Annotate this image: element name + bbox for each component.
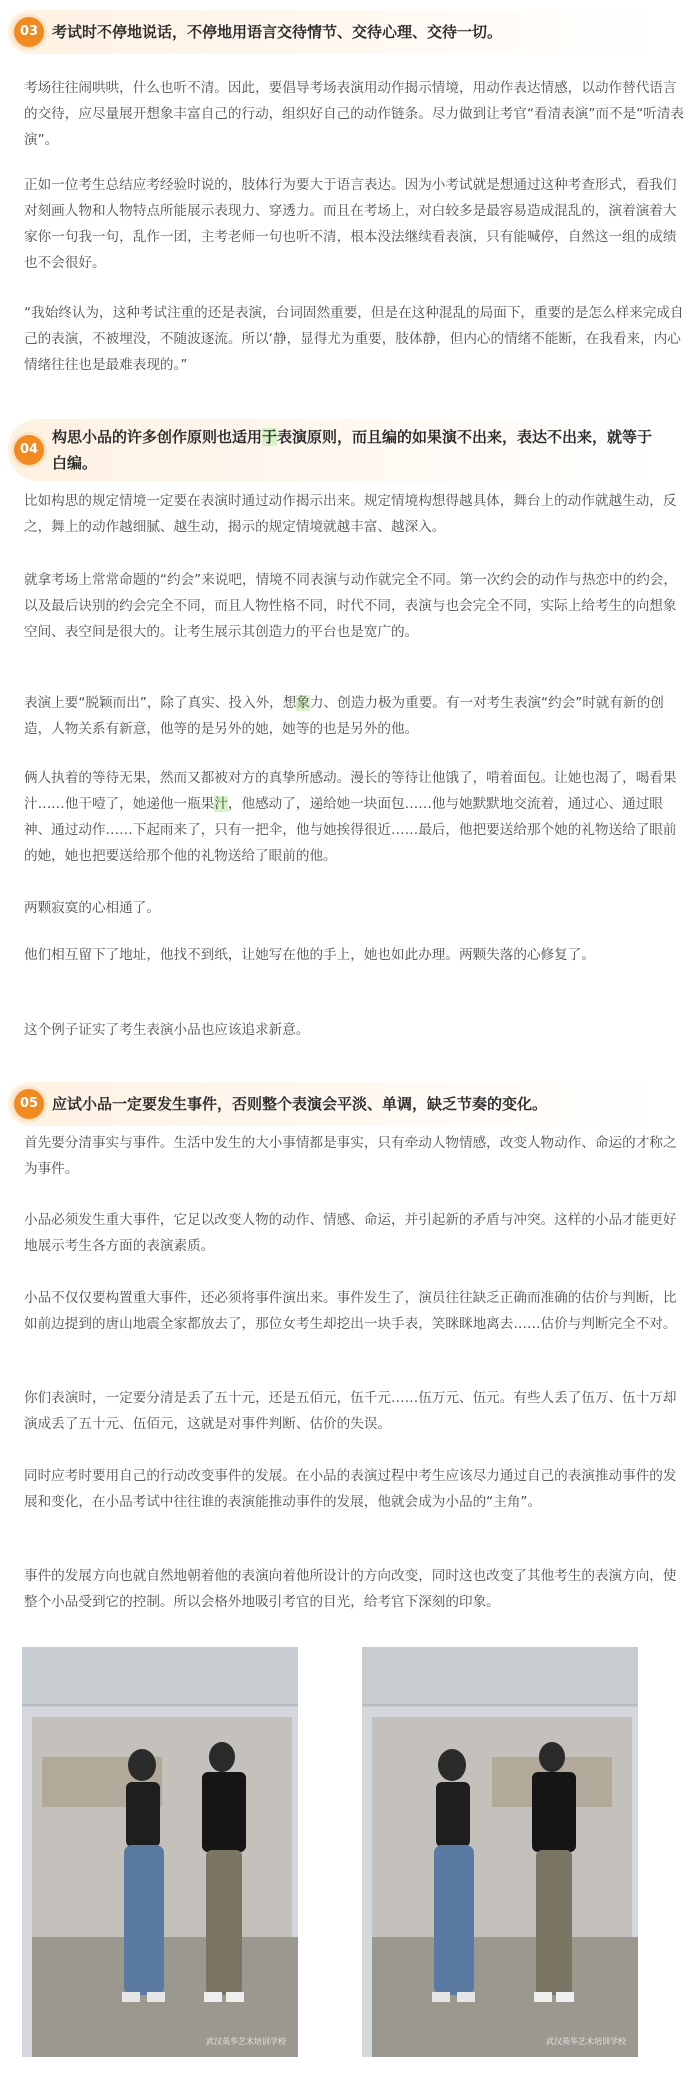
paragraph-text: 俩人执着的等待无果，然而又都被对方的真挚所感动。漫长的等待让他饿了，啃着面包。让她也渴了，喝看果汁……他干噎了，她递他一瓶果 bbox=[24, 770, 677, 812]
highlighted-text: 象 bbox=[296, 695, 310, 711]
section-number-badge: 03 bbox=[14, 17, 44, 47]
paragraph bbox=[24, 690, 686, 742]
paragraph-text: ，他感动了，递给她一块面包……他与她默默地交流着，通过心、通过眼神、通过动作……下起雨来了，只有一把伞，他与她挨得很近……最后，他把要送给那个她的礼物送给了眼前的她，她也把要送给那个他的礼物送给了眼前的他。 bbox=[24, 796, 677, 864]
paragraph: 你们表演时，一定要分清是丢了五十元，还是五佰元，伍千元……伍万元、伍元。有些人丢了伍万、伍十万却演成丢了五十元、伍佰元，这就是对事件判断、估价的失误。 bbox=[24, 1390, 677, 1432]
section-title-text: 构思小品的许多创作原则也适用 bbox=[52, 428, 263, 446]
paragraph: 这个例子证实了考生表演小品也应该追求新意。 bbox=[24, 1022, 310, 1038]
paragraph: 小品必须发生重大事件，它足以改变人物的动作、情感、命运，并引起新的矛盾与冲突。这样的小品才能更好地展示考生各方面的表演素质。 bbox=[24, 1212, 677, 1254]
paragraph-text: 表演上要“脱颖而出”，除了真实、投入外，想 bbox=[24, 695, 297, 711]
section-heading-05 bbox=[8, 1082, 666, 1126]
paragraph: 他们相互留下了地址，他找不到纸，让她写在他的手上，她也如此办理。两颗失落的心修复了。 bbox=[24, 947, 595, 963]
paragraph-text: 力、创造力极为重要。有一对考生表演“约会”时就有新的创造，人物关系有新意，他等的是另外的她，她等的也是另外的他。 bbox=[24, 695, 664, 737]
rehearsal-photo-image bbox=[22, 1647, 298, 2057]
paragraph: 比如构思的规定情境一定要在表演时通过动作揭示出来。规定情境构想得越具体，舞台上的动作就越生动，反之，舞上的动作越细腻、越生动，揭示的规定情境就越丰富、越深入。 bbox=[24, 493, 677, 535]
highlighted-text: 汁 bbox=[214, 796, 228, 812]
paragraph: 事件的发展方向也就自然地朝着他的表演向着他所设计的方向改变，同时这也改变了其他考生的表演方向，使整个小品受到它的控制。所以会格外地吸引考官的目光，给考官下深刻的印象。 bbox=[24, 1568, 677, 1610]
photo-watermark: 武汉英华艺术培训学校 bbox=[546, 2037, 626, 2046]
section-title: 应试小品一定要发生事件，否则整个表演会平淡、单调，缺乏节奏的变化。 bbox=[52, 1095, 548, 1113]
paragraph: “我始终认为，这种考试注重的还是表演，台词固然重要，但是在这种混乱的局面下，重要的是怎么样来完成自己的表演，不被埋没，不随波逐流。所以‘静，显得尤为重要，肢体静，但内心的情绪不能断，在我看来，内心情绪往往也是最难表现的。” bbox=[24, 305, 684, 373]
paragraph: 正如一位考生总结应考经验时说的，肢体行为要大于语言表达。因为小考试就是想通过这种考查形式，看我们对刻画人物和人物特点所能展示表现力、穿透力。而且在考场上，对白较多是最容易造成混乱的，演着演着大家你一句我一句，乱作一团，主考老师一句也听不清，根本没法继续看表演，只有能喊停，自然这一组的成绩也不会很好。 bbox=[24, 177, 677, 271]
section-number-badge: 05 bbox=[14, 1089, 44, 1119]
paragraph bbox=[24, 765, 686, 869]
paragraph: 考场往往闹哄哄，什么也听不清。因此，要倡导考场表演用动作揭示情境，用动作表达情感，以动作替代语言的交待，应尽量展开想象丰富自己的行动，组织好自己的动作链条。尽力做到让考官“看清表演”而不是“听清表演”。 bbox=[24, 80, 685, 148]
paragraph: 小品不仅仅要构置重大事件，还必须将事件演出来。事件发生了，演员往往缺乏正确而准确的估价与判断，比如前边提到的唐山地震全家都放去了，那位女考生却挖出一块手表，笑眯眯地离去……估价与判断完全不对。 bbox=[24, 1290, 677, 1332]
section-title: 考试时不停地说话，不停地用语言交待情节、交待心理、交待一切。 bbox=[52, 23, 503, 41]
rehearsal-photo-right bbox=[362, 1647, 638, 2057]
section-heading-04 bbox=[8, 419, 666, 481]
rehearsal-photo-left bbox=[22, 1647, 298, 2057]
section-number-badge: 04 bbox=[14, 435, 44, 465]
paragraph: 就拿考场上常常命题的“约会”来说吧，情境不同表演与动作就完全不同。第一次约会的动作与热恋中的约会，以及最后诀别的约会完全不同，而且人物性格不同，时代不同，表演与也会完全不同，实际上给考生的向想象空间、表空间是很大的。让考生展示其创造力的平台也是宽广的。 bbox=[24, 572, 677, 640]
paragraph: 同时应考时要用自己的行动改变事件的发展。在小品的表演过程中考生应该尽力通过自己的表演推动事件的发展和变化，在小品考试中往往谁的表演能推动事件的发展，他就会成为小品的“主角”。 bbox=[24, 1468, 677, 1510]
rehearsal-photo-image bbox=[362, 1647, 638, 2057]
section-title bbox=[52, 424, 658, 476]
section-heading-03 bbox=[8, 10, 666, 54]
section-title-text: 表演原则，而且编的如果演不出来，表达不出来，就等于白编。 bbox=[52, 428, 653, 472]
photo-watermark: 武汉英华艺术培训学校 bbox=[206, 2037, 286, 2046]
paragraph: 首先要分清事实与事件。生活中发生的大小事情都是事实，只有牵动人物情感，改变人物动作、命运的才称之为事件。 bbox=[24, 1135, 677, 1177]
paragraph: 两颗寂寞的心相通了。 bbox=[24, 900, 160, 916]
highlighted-text: 于 bbox=[262, 428, 278, 446]
